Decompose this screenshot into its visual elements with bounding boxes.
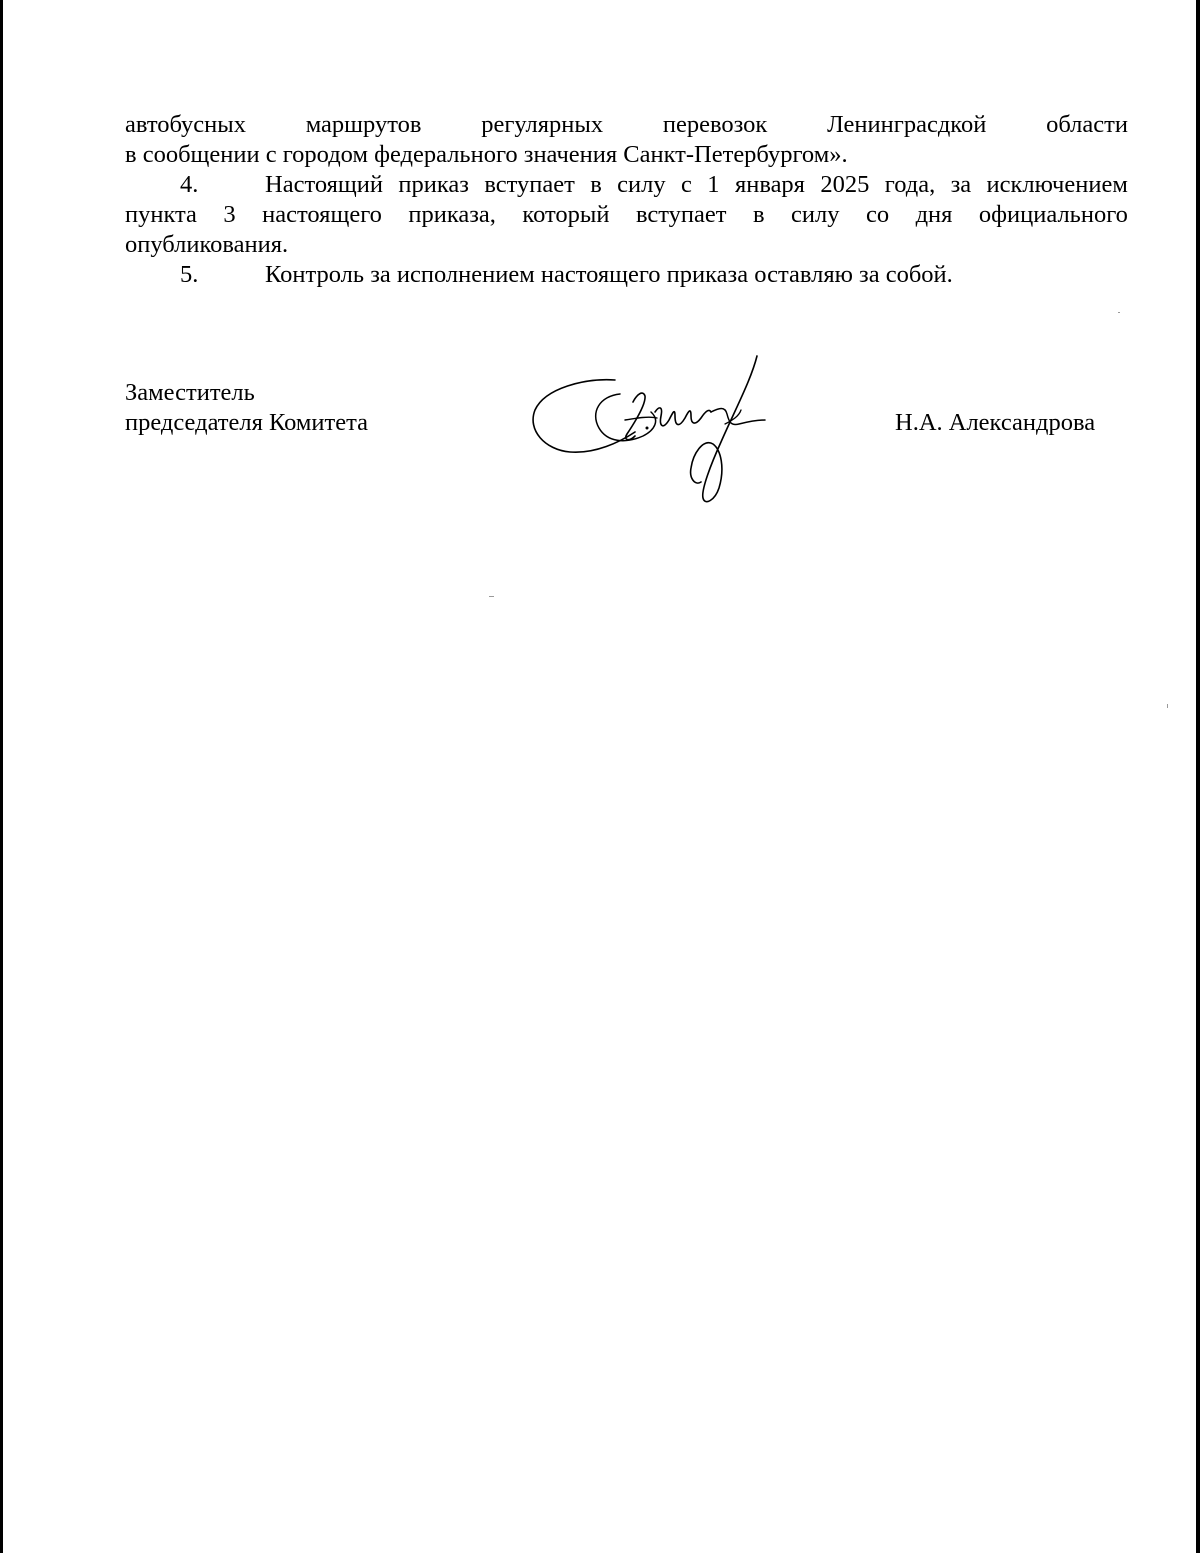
word: силу — [617, 171, 666, 198]
continuation-line-1 — [125, 110, 1128, 140]
word: 2025 — [820, 171, 870, 198]
signatory-position — [125, 378, 368, 438]
item-5-line-1 — [125, 260, 1128, 290]
word: вступает — [484, 171, 575, 198]
item-4-paragraph — [125, 170, 1128, 260]
signatory-position-line-1: Заместитель — [125, 379, 255, 406]
word: Ленинграсдкой — [827, 111, 987, 138]
item-4-line-1 — [125, 170, 1128, 200]
word: официального — [978, 201, 1128, 228]
item-5-number: 5. — [180, 261, 199, 288]
word: пункта — [125, 201, 197, 228]
word: настоящего — [262, 201, 382, 228]
word: приказ — [398, 171, 469, 198]
scan-border-right — [1196, 0, 1200, 1553]
scan-speck — [1118, 312, 1120, 313]
continuation-paragraph — [125, 110, 1128, 170]
word: приказа, — [408, 201, 496, 228]
word: который — [522, 201, 610, 228]
word: области — [1046, 111, 1128, 138]
word: силу — [791, 201, 840, 228]
word: за — [950, 171, 972, 198]
word: года, — [884, 171, 936, 198]
word: в — [752, 201, 765, 228]
item-4-first-line-text — [265, 170, 1128, 200]
scan-speck — [1167, 704, 1168, 708]
word: с — [681, 171, 692, 198]
word: регулярных — [481, 111, 604, 138]
word: перевозок — [662, 111, 768, 138]
word: дня — [915, 201, 953, 228]
signatory-position-line-2: председателя Комитета — [125, 409, 368, 436]
continuation-line-2: в сообщении с городом федерального значения Санкт-Петербургом». — [125, 141, 848, 168]
word: маршрутов — [305, 111, 422, 138]
handwritten-signature — [525, 350, 775, 510]
item-5-text: Контроль за исполнением настоящего приказа оставляю за собой. — [265, 261, 953, 288]
word: автобусных — [125, 111, 246, 138]
word: Настоящий — [265, 171, 383, 198]
scan-border-left — [0, 0, 3, 1553]
scan-speck — [489, 596, 494, 597]
item-4-line-3: опубликования. — [125, 231, 289, 258]
word: исключением — [986, 171, 1128, 198]
word: 3 — [223, 201, 236, 228]
word: в — [590, 171, 602, 198]
word: вступает — [635, 201, 727, 228]
word: со — [865, 201, 890, 228]
item-5-paragraph — [125, 260, 1128, 290]
word: января — [734, 171, 805, 198]
item-4-number: 4. — [180, 171, 199, 198]
item-4-line-2 — [125, 200, 1128, 230]
word: 1 — [707, 171, 720, 198]
signatory-name: Н.А. Александрова — [895, 409, 1096, 436]
